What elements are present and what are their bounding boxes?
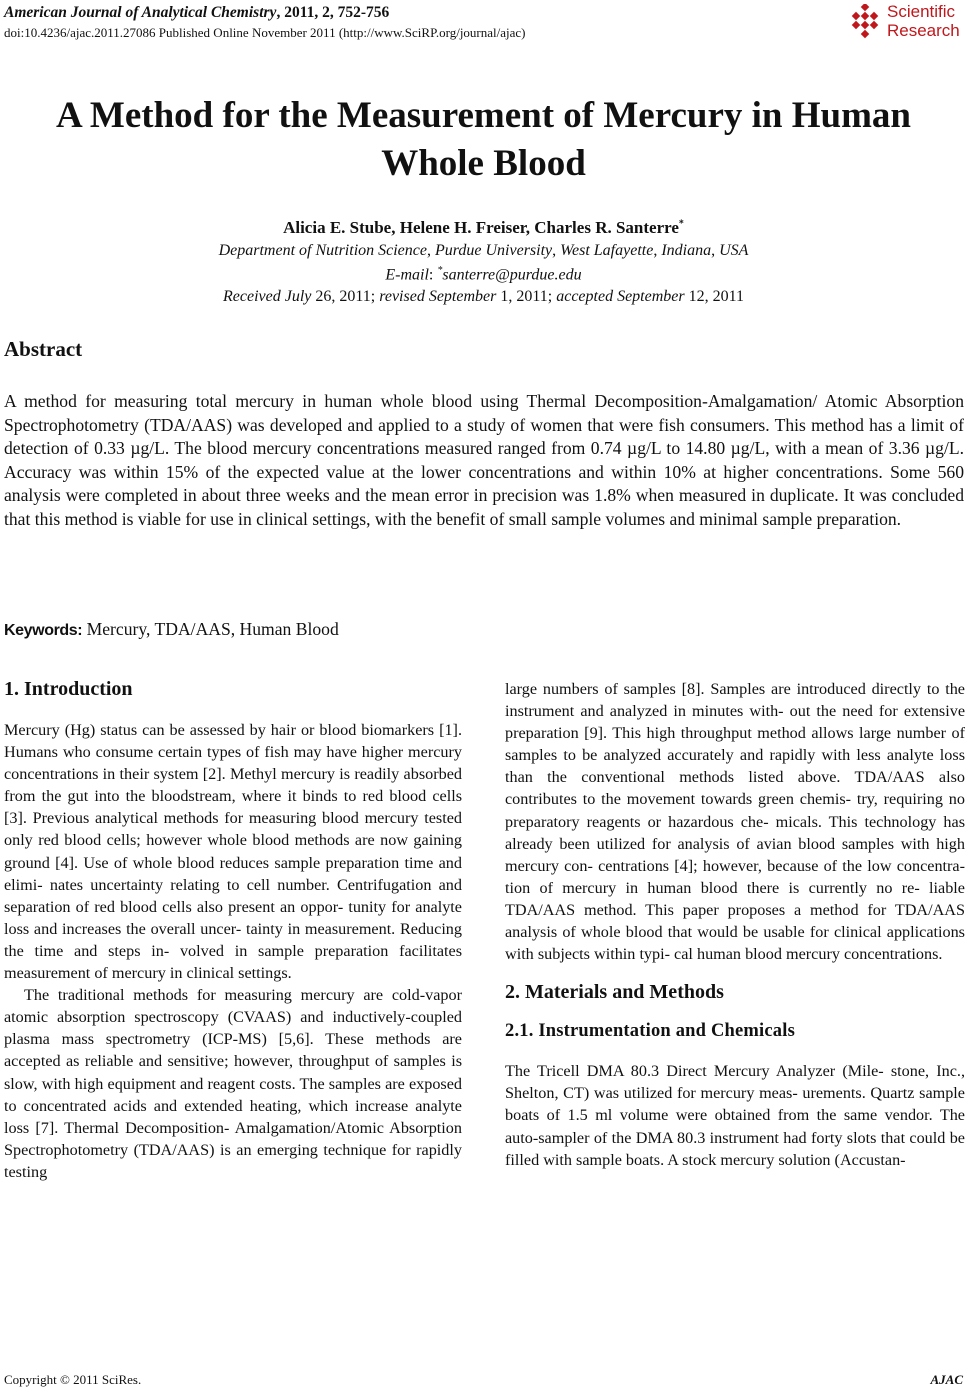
author-list: Alicia E. Stube, Helene H. Freiser, Charles R. Santerre*: [283, 218, 684, 237]
journal-name: American Journal of Analytical Chemistry: [4, 4, 277, 21]
journal-citation: [4, 4, 389, 22]
intro-paragraph-1: Mercury (Hg) status can be assessed by hair or blood biomarkers [1]. Humans who consume certain types of fish may have higher mercury concentrations in their system [2]. Methyl mercury is readily absorbed from the gut into the bloodstream, where it binds to red blood cells [3]. Previous analytical methods for measuring blood mercury tested only red blood cells; however whole blood methods are now gaining ground [4]. Use of whole blood reduces sample preparation time and elimi- nates uncertainty relating to cell number. Centrifugation and separation of red blood cells also present an oppor- tunity for analyte loss and increases the overall uncer- tainty in measurement. Reducing the time and steps in- volved in sample preparation facilitates measurement of mercury in clinical settings.: [4, 721, 462, 983]
intro-paragraph-3: large numbers of samples [8]. Samples are introduced directly to the instrument and analyzed in minutes with- out the need for extensive preparation [9]. This high throughput method allows large number of samples to be analyzed accurately and rapidly with less analyte loss than the conventional methods listed above. TDA/AAS also contributes to the movement towards green chemis- try, requiring no preparatory reagents or hazardous che- micals. This technology has already been utilized for analysis of avian blood samples with high mercury con- centrations [4]; however, because of the low concentra- tion of mercury in human blood there is currently no re- liable TDA/AAS method. This paper proposes a method for TDA/AAS analysis of whole blood that would be usable for clinical applications with subjects within typi- cal human blood mercury concentrations.: [505, 680, 965, 964]
abstract-heading: Abstract: [4, 337, 83, 361]
methods-paragraph-1: The Tricell DMA 80.3 Direct Mercury Analyzer (Mile- stone, Inc., Shelton, CT) was utilized for mercury meas- urements. Quartz sample boats of 1.5 ml volume were obtained from the same vendor. The auto-sampler of the DMA 80.3 instrument had forty slots that could be filled with sample boats. A stock mercury solution (Accustan-: [505, 1062, 965, 1169]
footer-journal-abbr: AJAC: [930, 1372, 963, 1387]
abstract-text: A method for measuring total mercury in human whole blood using Thermal Decomposition-Amalgamation/ Atomic Absorption Spectrophotometry (TDA/AAS) was developed and applied to a study of women that were fish consumers. This method has a limit of detection of 0.33 µg/L. The blood mercury concentrations measured ranged from 0.74 µg/L to 14.80 µg/L, with a mean of 3.36 µg/L. Accuracy was within 15% of the expected value at the lower concentrations and within 10% at higher concentrations. Some 560 analysis were completed in about three weeks and the mean error in precision was 1.8% when measured in duplicate. It was concluded that this method is viable for use in clinical settings, with the benefit of small sample volumes and minimal sample preparation.: [4, 391, 964, 529]
corresponding-email: E-mail: *santerre@purdue.edu: [385, 265, 582, 284]
keywords-text: Mercury, TDA/AAS, Human Blood: [86, 619, 339, 639]
intro-paragraph-2: The traditional methods for measuring mercury are cold-vapor atomic absorption spectroscopy (CVAAS) and inductively-coupled plasma mass spectrometry (ICP-MS) [5,6]. These methods are accepted as reliable and sensitive; however, throughput of samples is slow, with high equipment and reagent costs. The samples are exposed to concentrated acids and extended heating, which increase analyte loss [7]. Thermal Decomposition- Amalgamation/Atomic Absorption Spectrophotometry (TDA/AAS) is an emerging technique for rapidly testing: [4, 986, 462, 1181]
right-column: [505, 678, 965, 1171]
subsection-heading-instrumentation: 2.1. Instrumentation and Chemicals: [505, 1021, 795, 1042]
affiliation: Department of Nutrition Science, Purdue University, West Lafayette, Indiana, USA: [218, 242, 749, 259]
publication-dates: Received July 26, 2011; revised September 1, 2011; accepted September 12, 2011: [222, 288, 745, 305]
email-address[interactable]: santerre@purdue.edu: [442, 266, 582, 284]
paper-title: A Method for the Measurement of Mercury in Human Whole Blood: [56, 95, 911, 184]
publisher-logo-mark-icon: [849, 4, 885, 44]
footer-copyright: Copyright © 2011 SciRes.: [4, 1372, 142, 1387]
publisher-logo-text: Scientific Research: [887, 2, 960, 40]
journal-issue: , 2011, 2, 752-756: [276, 4, 390, 21]
section-heading-methods: 2. Materials and Methods: [505, 981, 724, 1004]
left-column: [4, 676, 462, 1183]
keywords-label: Keywords:: [4, 622, 83, 639]
keywords: [4, 619, 339, 640]
section-heading-introduction: 1. Introduction: [4, 678, 133, 700]
publisher-logo: [849, 2, 967, 46]
doi-line: doi:10.4236/ajac.2011.27086 Published Online November 2011 (http://www.SciRP.org/journal/ajac): [4, 25, 526, 40]
